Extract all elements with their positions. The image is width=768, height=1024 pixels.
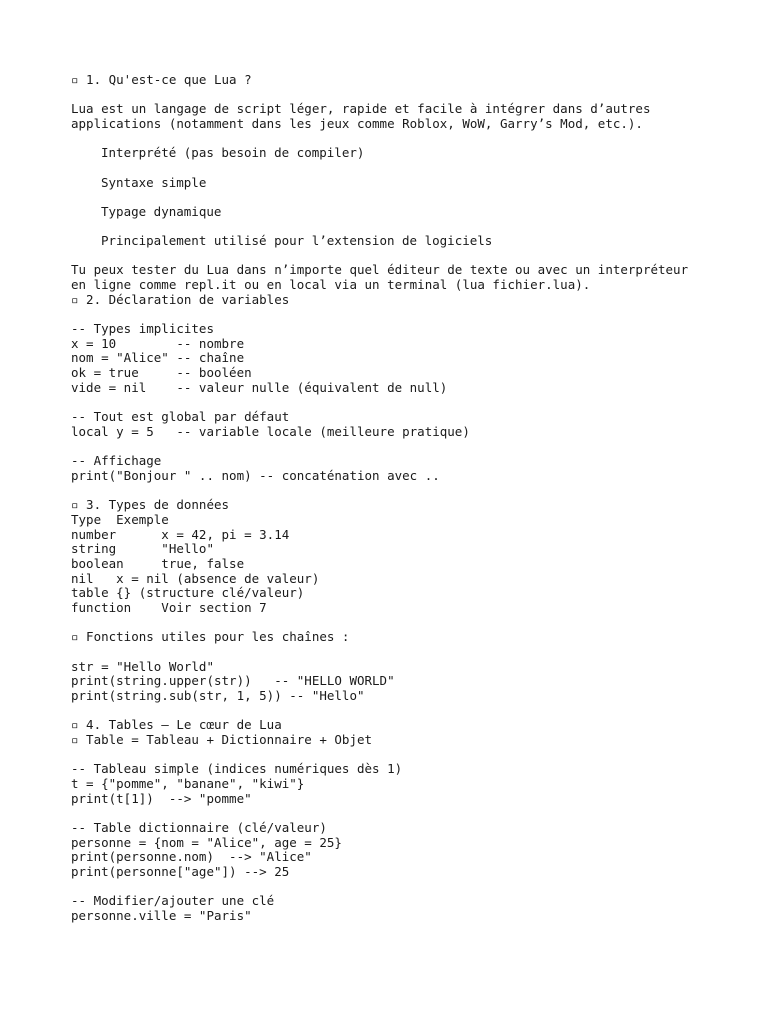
code-line: print(personne["age"]) --> 25 (71, 864, 290, 879)
table-row: table {} (structure clé/valeur) (71, 585, 305, 600)
code-line: -- Modifier/ajouter une clé (71, 893, 275, 908)
code-line: -- Tout est global par défaut (71, 409, 290, 424)
list-item: Typage dynamique (101, 204, 222, 219)
table-row: string "Hello" (71, 541, 214, 556)
section-heading-4: ▫ 4. Tables — Le cœur de Lua (71, 717, 282, 732)
list-item: Syntaxe simple (101, 175, 207, 190)
code-line: print("Bonjour " .. nom) -- concaténation avec .. (71, 468, 440, 483)
code-line: -- Affichage (71, 453, 162, 468)
code-line: print(string.upper(str)) -- "HELLO WORLD" (71, 673, 395, 688)
section-heading-strings: ▫ Fonctions utiles pour les chaînes : (71, 629, 350, 644)
code-line: t = {"pomme", "banane", "kiwi"} (71, 776, 305, 791)
text-line: Tu peux tester du Lua dans n’importe quel éditeur de texte ou avec un interpréteur (71, 262, 689, 277)
code-line: -- Table dictionnaire (clé/valeur) (71, 820, 327, 835)
code-line: x = 10 -- nombre (71, 336, 245, 351)
text-line: Lua est un langage de script léger, rapide et facile à intégrer dans d’autres (71, 101, 651, 116)
table-row: nil x = nil (absence de valeur) (71, 571, 320, 586)
section-heading-3: ▫ 3. Types de données (71, 497, 230, 512)
section-subheading: ▫ Table = Tableau + Dictionnaire + Objet (71, 732, 373, 747)
text-line: en ligne comme repl.it ou en local via un terminal (lua fichier.lua). (71, 277, 591, 292)
section-heading-2: ▫ 2. Déclaration de variables (71, 292, 290, 307)
table-row: boolean true, false (71, 556, 245, 571)
code-line: ok = true -- booléen (71, 365, 252, 380)
code-line: -- Types implicites (71, 321, 214, 336)
code-line: local y = 5 -- variable locale (meilleure pratique) (71, 424, 470, 439)
code-line: nom = "Alice" -- chaîne (71, 350, 245, 365)
code-line: print(personne.nom) --> "Alice" (71, 849, 312, 864)
code-line: str = "Hello World" (71, 659, 214, 674)
code-line: personne.ville = "Paris" (71, 908, 252, 923)
list-item: Interprété (pas besoin de compiler) (101, 145, 365, 160)
code-line: vide = nil -- valeur nulle (équivalent de null) (71, 380, 448, 395)
code-line: -- Tableau simple (indices numériques dès 1) (71, 761, 403, 776)
table-row: number x = 42, pi = 3.14 (71, 527, 290, 542)
code-line: print(t[1]) --> "pomme" (71, 791, 252, 806)
section-heading-1: ▫ 1. Qu'est-ce que Lua ? (71, 72, 252, 87)
list-item: Principalement utilisé pour l’extension de logiciels (101, 233, 493, 248)
table-row: function Voir section 7 (71, 600, 267, 615)
code-line: print(string.sub(str, 1, 5)) -- "Hello" (71, 688, 365, 703)
text-line: applications (notamment dans les jeux comme Roblox, WoW, Garry’s Mod, etc.). (71, 116, 643, 131)
code-line: personne = {nom = "Alice", age = 25} (71, 835, 342, 850)
table-header-row: Type Exemple (71, 512, 169, 527)
